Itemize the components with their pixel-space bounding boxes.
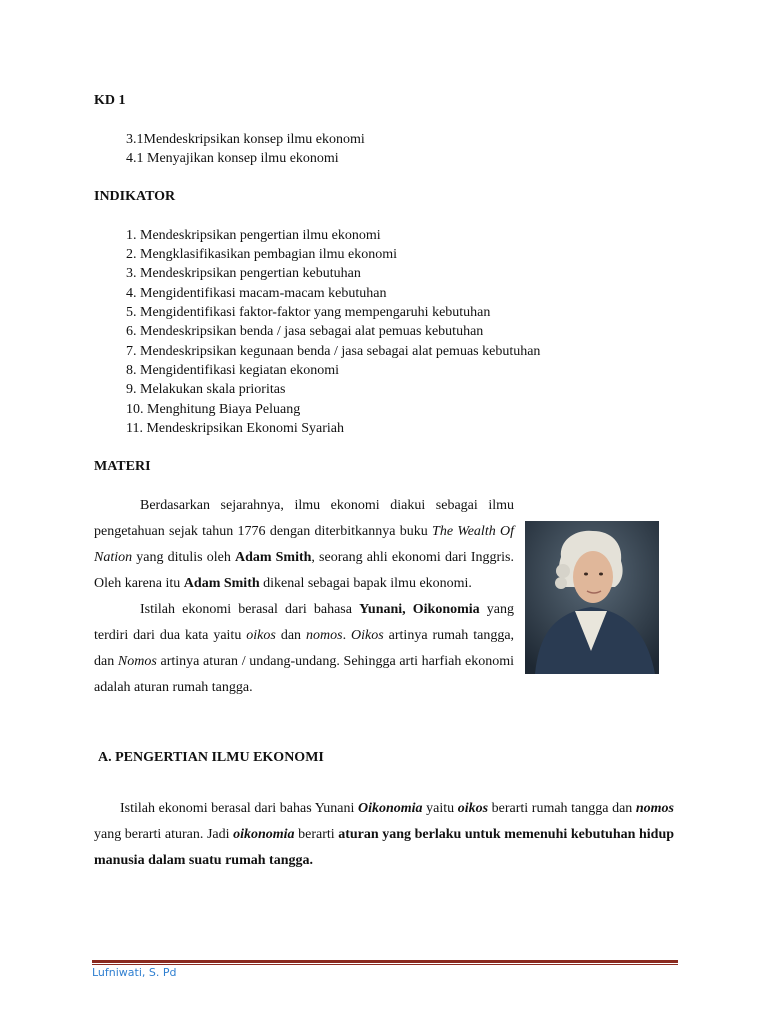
indikator-item-4: 4. Mengidentifikasi macam-macam kebutuhan — [126, 286, 387, 301]
bold-italic-term: oikonomia — [233, 827, 295, 842]
italic-term: nomos — [306, 628, 343, 643]
text-run: yang ditulis oleh — [132, 550, 235, 565]
indikator-item-11: 11. Mendeskripsikan Ekonomi Syariah — [126, 421, 345, 436]
text-run: Istilah ekonomi berasal dari bahas Yunani — [120, 801, 358, 816]
text-run: yang terdiri dari dua kata yaitu — [94, 602, 515, 643]
bold-italic-term: Oikonomia — [357, 801, 423, 816]
author-name: Adam Smith — [183, 576, 260, 591]
text-run: yang berarti aturan. Jadi — [94, 827, 234, 842]
text-run: artinya rumah tangga, dan — [94, 628, 515, 669]
indikator-item-8: 8. Mengidentifikasi kegiatan ekonomi — [126, 363, 340, 378]
indikator-item-7: 7. Mendeskripsikan kegunaan benda / jasa sebagai alat pemuas kebutuhan — [126, 344, 541, 359]
book-title: The Wealth Of Nation — [94, 524, 515, 565]
indikator-item-2: 2. Mengklasifikasikan pembagian ilmu ekonomi — [126, 247, 398, 262]
text-run: Istilah ekonomi berasal dari bahasa — [140, 602, 360, 617]
footer-divider — [92, 960, 678, 963]
italic-term: Oikos — [351, 628, 384, 643]
indikator-title: INDIKATOR — [94, 189, 176, 204]
indikator-item-9: 9. Melakukan skala prioritas — [126, 382, 286, 397]
bold-term: Yunani, Oikonomia — [359, 602, 480, 617]
materi-paragraph-2 — [94, 597, 514, 701]
text-run: dikenal sebagai bapak ilmu ekonomi. — [259, 576, 472, 591]
indikator-item-5: 5. Mengidentifikasi faktor-faktor yang mempengaruhi kebutuhan — [126, 305, 491, 320]
section-a-title: A. PENGERTIAN ILMU EKONOMI — [98, 750, 324, 765]
text-run: yaitu — [422, 801, 458, 816]
footer-divider-thin — [92, 964, 678, 965]
author-name: Adam Smith — [234, 550, 312, 565]
italic-term: Nomos — [117, 654, 157, 669]
indikator-item-1: 1. Mendeskripsikan pengertian ilmu ekonomi — [126, 228, 381, 243]
materi-paragraph-1 — [94, 493, 514, 597]
text-run: dan — [275, 628, 306, 643]
indikator-item-6: 6. Mendeskripsikan benda / jasa sebagai alat pemuas kebutuhan — [126, 324, 484, 339]
materi-body — [94, 493, 514, 701]
text-run: , seorang ahli ekonomi dari Inggris. Oleh karena itu — [94, 550, 514, 591]
indikator-item-10: 10. Menghitung Biaya Peluang — [126, 402, 301, 417]
text-run: artinya aturan / undang-undang. Sehingga arti harfiah ekonomi adalah aturan rumah tangga. — [94, 654, 514, 695]
section-a-paragraph — [94, 796, 674, 874]
adam-smith-portrait — [525, 521, 659, 674]
footer-author: Lufniwati, S. Pd — [92, 966, 177, 979]
kd-title: KD 1 — [94, 93, 126, 108]
bold-italic-term: oikos — [457, 801, 489, 816]
section-a-body — [94, 796, 674, 874]
kd-item-2: 4.1 Menyajikan konsep ilmu ekonomi — [126, 151, 339, 166]
text-run: berarti — [294, 827, 339, 842]
materi-title: MATERI — [94, 459, 151, 474]
kd-item-1: 3.1Mendeskripsikan konsep ilmu ekonomi — [126, 132, 365, 147]
bold-definition: aturan yang berlaku untuk memenuhi kebutuhan hidup manusia dalam suatu rumah tangga. — [94, 827, 675, 868]
bold-italic-term: nomos — [635, 801, 674, 816]
text-run: berarti rumah tangga dan — [488, 801, 636, 816]
italic-term: oikos — [246, 628, 276, 643]
text-run: Berdasarkan sejarahnya, ilmu ekonomi diakui sebagai ilmu pengetahuan sejak tahun 1776 dengan diterbitkannya buku — [94, 498, 514, 539]
portrait-illustration — [525, 521, 659, 674]
text-run: . — [342, 628, 352, 643]
indikator-item-3: 3. Mendeskripsikan pengertian kebutuhan — [126, 266, 361, 281]
